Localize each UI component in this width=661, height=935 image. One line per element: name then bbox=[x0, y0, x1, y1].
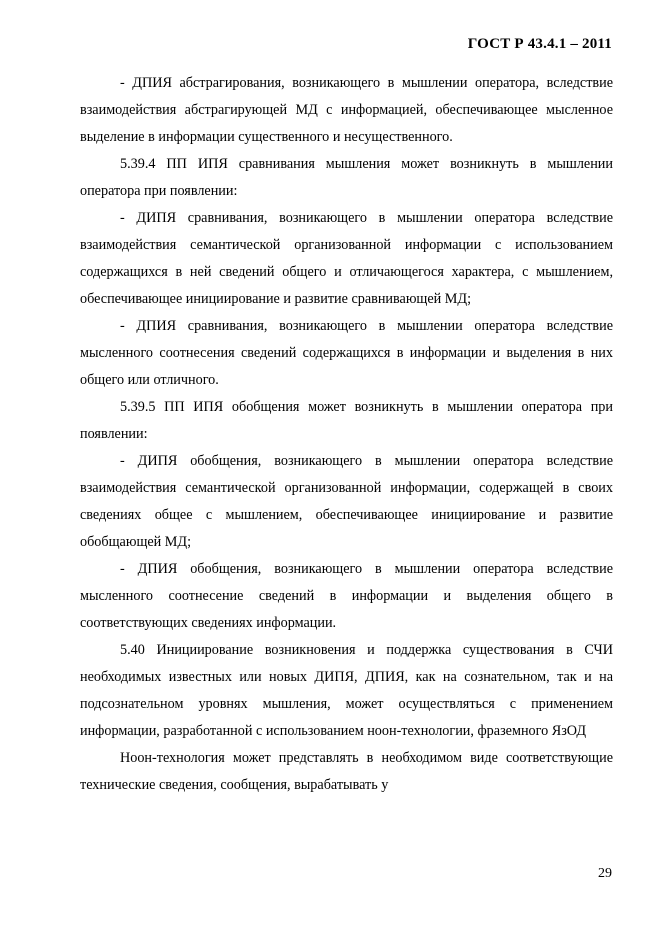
paragraph-generalization-dpiya: - ДПИЯ обобщения, возникающего в мышлении оператора вследствие мысленного соотнесение сведений в информации и выделения общего в соответствующих сведениях информации. bbox=[80, 561, 613, 631]
page-number: 29 bbox=[598, 866, 612, 881]
paragraph-generalization-dipiya: - ДИПЯ обобщения, возникающего в мышлении оператора вследствие взаимодействия семантической организованной информации, содержащей в своих сведениях общее с мышлением, обеспечивающее инициирование и развитие обобщающей МД; bbox=[80, 453, 613, 550]
paragraph-noon-technology: Ноон-технология может представлять в необходимом виде соответствующие технические сведения, сообщения, вырабатывать у bbox=[80, 750, 613, 793]
paragraph-comparison-dipiya: - ДИПЯ сравнивания, возникающего в мышлении оператора вследствие взаимодействия семантической организованной информации с использованием содержащихся в ней сведений общего и отличающегося характера, с мышлением, обеспечивающее инициирование и развитие сравнивающей МД; bbox=[80, 210, 613, 307]
document-header: ГОСТ Р 43.4.1 – 2011 bbox=[467, 36, 612, 52]
paragraph-abstraction-dpiya: - ДПИЯ абстрагирования, возникающего в мышлении оператора, вследствие взаимодействия абстрагирующей МД с информацией, обеспечивающее мысленное выделение в информации существенного и несущественного. bbox=[80, 75, 613, 145]
paragraph-5-39-5: 5.39.5 ПП ИПЯ обобщения может возникнуть в мышлении оператора при появлении: bbox=[80, 399, 613, 442]
document-body bbox=[80, 70, 613, 799]
paragraph-5-39-4: 5.39.4 ПП ИПЯ сравнивания мышления может возникнуть в мышлении оператора при появлении: bbox=[80, 156, 613, 199]
paragraph-comparison-dpiya: - ДПИЯ сравнивания, возникающего в мышлении оператора вследствие мысленного соотнесения сведений содержащихся в информации и выделения в них общего или отличного. bbox=[80, 318, 613, 388]
paragraph-5-40: 5.40 Инициирование возникновения и поддержка существования в СЧИ необходимых известных или новых ДИПЯ, ДПИЯ, как на сознательном, так и на подсознательном уровнях мышления, может осуществляться с применением информации, разработанной с использованием ноон-технологии, фраземного ЯзОД bbox=[80, 642, 613, 739]
